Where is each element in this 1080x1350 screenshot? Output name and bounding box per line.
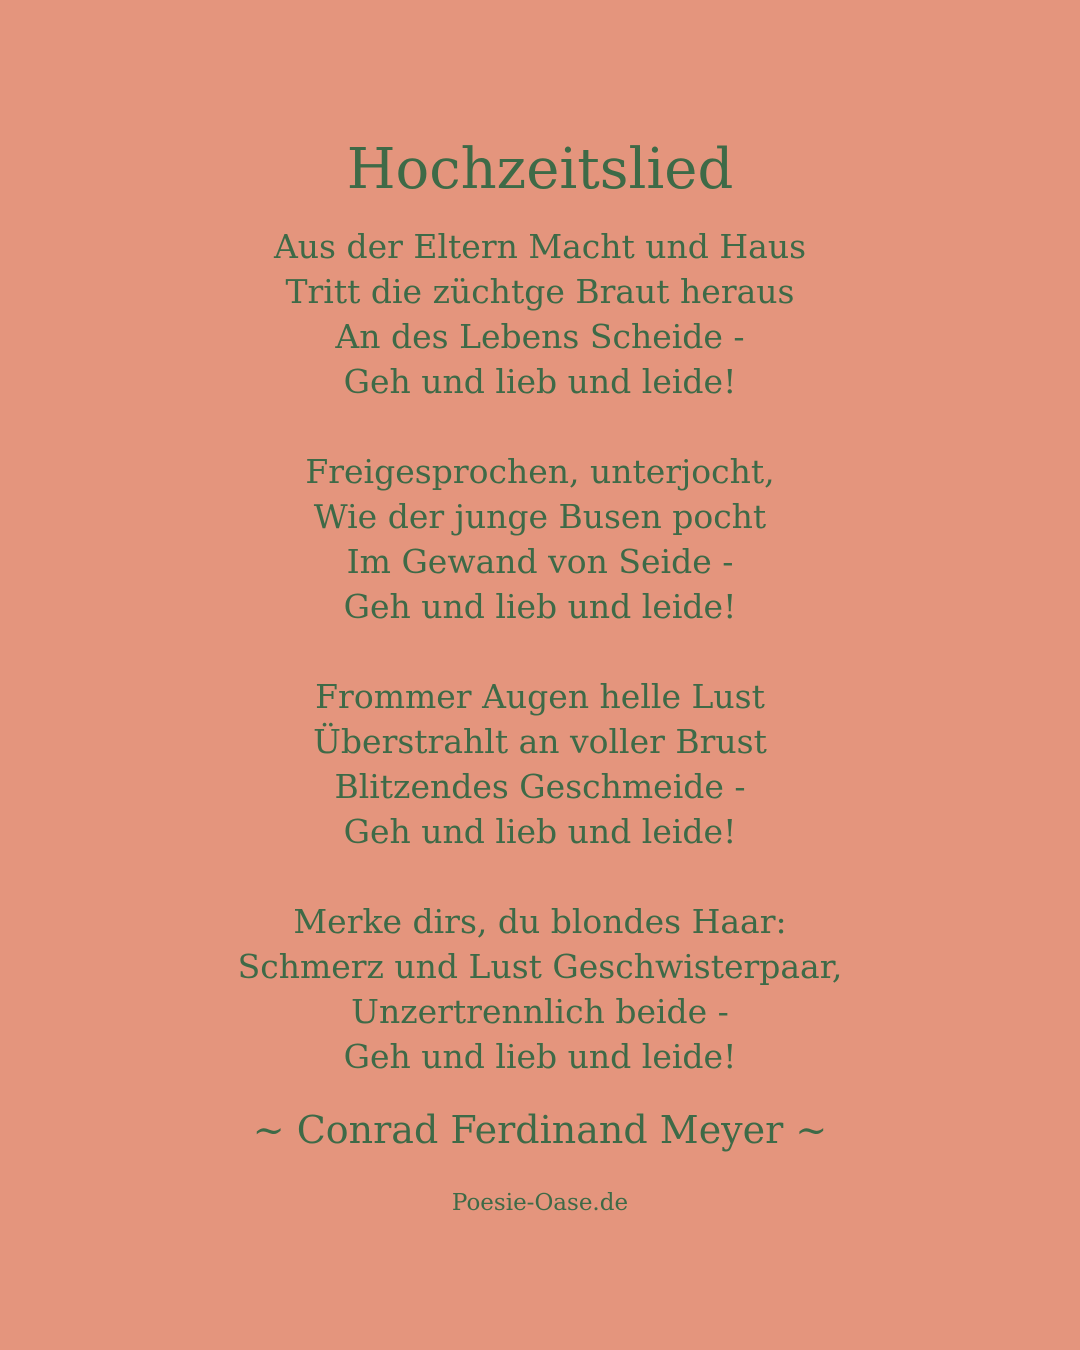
poem-line: Im Gewand von Seide - [346, 542, 734, 581]
stanza-4 [0, 899, 1080, 1079]
poem-line: Frommer Augen helle Lust [315, 677, 765, 716]
poem-title: Hochzeitslied [346, 137, 734, 202]
poem-line: An des Lebens Scheide - [335, 317, 745, 356]
poem-line: Geh und lieb und leide! [343, 812, 737, 851]
poem-line: Merke dirs, du blondes Haar: [293, 902, 787, 941]
site-credit: Poesie-Oase.de [451, 1190, 629, 1216]
poem-line: Aus der Eltern Macht und Haus [273, 227, 807, 266]
poem-line: Blitzendes Geschmeide - [334, 767, 746, 806]
poem-line: Tritt die züchtge Braut heraus [285, 272, 795, 311]
poem-line: Geh und lieb und leide! [343, 1037, 737, 1076]
poem-line: Schmerz und Lust Geschwisterpaar, [237, 947, 843, 986]
poem-line: Wie der junge Busen pocht [313, 497, 767, 536]
poem-line: Geh und lieb und leide! [343, 587, 737, 626]
stanza-3 [0, 674, 1080, 854]
stanza-1 [0, 224, 1080, 404]
poem-body [0, 224, 1080, 1124]
stanza-2 [0, 449, 1080, 629]
poem-line: Freigesprochen, unterjocht, [305, 452, 775, 491]
poem-line: Unzertrennlich beide - [351, 992, 729, 1031]
poem-line: Geh und lieb und leide! [343, 362, 737, 401]
poem-line: Überstrahlt an voller Brust [313, 722, 767, 761]
poem-author: ~ Conrad Ferdinand Meyer ~ [252, 1108, 828, 1152]
